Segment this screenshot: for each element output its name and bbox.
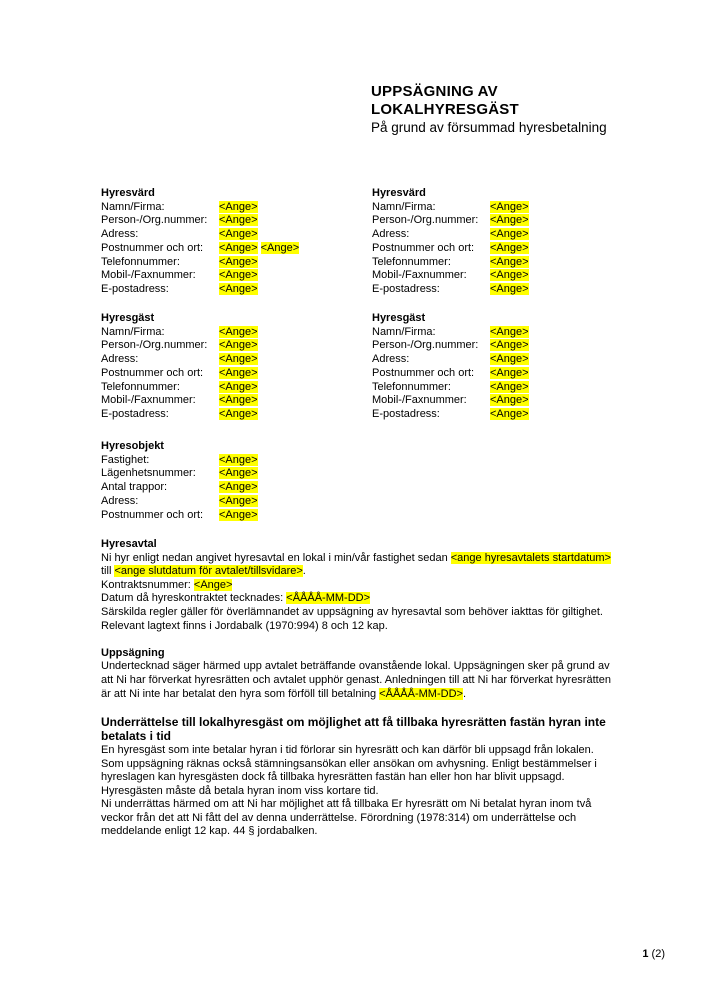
- section-heading-underrattelse: Underrättelse till lokalhyresgäst om möjlighet att få tillbaka hyresrätten fastän hyran inte betalats i tid: [101, 714, 606, 744]
- field-row: [101, 495, 372, 509]
- field-row: [101, 381, 372, 395]
- field-values: [219, 214, 258, 228]
- field-values: [219, 408, 258, 422]
- section-hyresavtal: [101, 538, 613, 633]
- field-values: [219, 283, 258, 297]
- section-heading-uppsagning: Uppsägning: [101, 646, 165, 659]
- field-row: [101, 509, 372, 523]
- block-heading: Hyresgäst: [101, 312, 155, 324]
- party-block-hyresgast-left: [101, 312, 372, 422]
- field-label: Adress:: [101, 353, 139, 366]
- field-row: [372, 326, 529, 340]
- placeholder-field: <Ange>: [219, 366, 258, 379]
- field-row: [101, 256, 372, 270]
- placeholder-field: <Ange>: [219, 325, 258, 338]
- field-row: [372, 201, 529, 215]
- placeholder-field: <ÅÅÅÅ-MM-DD>: [286, 592, 371, 605]
- field-label: Adress:: [101, 228, 139, 241]
- placeholder-field: <Ange>: [490, 228, 529, 241]
- field-label: Telefonnummer:: [372, 380, 451, 393]
- field-values: [219, 481, 258, 495]
- field-row: [101, 454, 372, 468]
- field-label: Adress:: [372, 353, 410, 366]
- field-label: Namn/Firma:: [101, 325, 165, 338]
- block-rows: [372, 326, 529, 422]
- underrattelse-paragraph-1: En hyresgäst som inte betalar hyran i tid förlorar sin hyresrätt och kan därför bli uppsagd från lokalen. Som uppsägning räknas också stämningsansökan eller ansökan om avhysning. Enligt bestämmelser i hyreslagen kan hyresgästen dock få tillbaka hyresrätten fastän han eller hon har blivit uppsagd. Hyresgästen måste då betala hyran inom viss kortare tid.: [101, 743, 597, 797]
- field-label: Postnummer och ort:: [101, 508, 204, 521]
- placeholder-field: <Ange>: [219, 494, 258, 507]
- placeholder-field: <Ange>: [490, 366, 529, 379]
- placeholder-field: <Ange>: [219, 339, 258, 352]
- page-number: [642, 948, 665, 961]
- field-label: Adress:: [101, 494, 139, 507]
- field-label: Postnummer och ort:: [372, 366, 475, 379]
- document-title-line2: LOKALHYRESGÄST: [371, 101, 519, 118]
- field-label: Postnummer och ort:: [372, 241, 475, 254]
- field-label: E-postadress:: [372, 407, 440, 420]
- field-values: [219, 367, 258, 381]
- field-label: Adress:: [372, 228, 410, 241]
- placeholder-field: <Ange>: [260, 241, 300, 254]
- field-label: Telefonnummer:: [372, 255, 451, 268]
- field-values: [219, 256, 258, 270]
- field-values: [219, 326, 258, 340]
- field-row: [372, 256, 529, 270]
- placeholder-field: <Ange>: [490, 407, 529, 420]
- field-row: [101, 367, 372, 381]
- text-segment: Kontraktsnummer:: [101, 578, 194, 591]
- placeholder-field: <Ange>: [219, 453, 258, 466]
- placeholder-field: <Ange>: [219, 200, 258, 213]
- field-values: [490, 339, 529, 353]
- field-label: Mobil-/Faxnummer:: [101, 394, 196, 407]
- field-row: [101, 228, 372, 242]
- field-values: [490, 394, 529, 408]
- text-segment: .: [302, 565, 306, 578]
- placeholder-field: <ange slutdatum för avtalet/tillsvidare>: [114, 565, 303, 578]
- field-values: [219, 381, 258, 395]
- placeholder-field: <Ange>: [219, 353, 258, 366]
- text-segment: .: [462, 687, 467, 700]
- placeholder-field: <Ange>: [219, 214, 258, 227]
- field-label: Namn/Firma:: [372, 325, 436, 338]
- field-label: Person-/Org.nummer:: [372, 214, 479, 227]
- field-values: [219, 509, 258, 523]
- placeholder-field: <Ange>: [219, 394, 258, 407]
- field-row: [372, 394, 529, 408]
- field-label: Person-/Org.nummer:: [372, 339, 479, 352]
- block-rows: [101, 454, 372, 523]
- uppsagning-paragraph: [101, 660, 613, 701]
- field-values: [490, 408, 529, 422]
- field-row: [101, 283, 372, 297]
- field-values: [219, 242, 299, 256]
- field-label: E-postadress:: [101, 407, 169, 420]
- field-values: [490, 367, 529, 381]
- field-values: [490, 326, 529, 340]
- placeholder-field: <Ange>: [490, 269, 529, 282]
- text-segment: Ni hyr enligt nedan angivet hyresavtal en lokal i min/vår fastighet sedan: [101, 551, 451, 564]
- field-row: [101, 408, 372, 422]
- field-label: Mobil-/Faxnummer:: [101, 269, 196, 282]
- placeholder-field: <Ange>: [219, 407, 258, 420]
- field-values: [490, 269, 529, 283]
- hyresavtal-terms-line: [101, 552, 613, 579]
- field-label: Telefonnummer:: [101, 380, 180, 393]
- field-values: [219, 394, 258, 408]
- field-row: [101, 214, 372, 228]
- field-label: Telefonnummer:: [101, 255, 180, 268]
- block-rows: [101, 201, 372, 297]
- block-heading: Hyresgäst: [372, 312, 426, 324]
- block-rows: [372, 201, 529, 297]
- placeholder-field: <Ange>: [219, 255, 258, 268]
- field-values: [490, 353, 529, 367]
- placeholder-field: <Ange>: [219, 282, 258, 295]
- block-heading: Hyresvärd: [372, 187, 426, 199]
- field-label: Mobil-/Faxnummer:: [372, 269, 467, 282]
- field-row: [101, 353, 372, 367]
- block-heading: Hyresobjekt: [101, 440, 164, 452]
- party-block-hyresvard-right: [372, 187, 529, 297]
- field-values: [219, 339, 258, 353]
- field-label: Mobil-/Faxnummer:: [372, 394, 467, 407]
- field-row: [372, 408, 529, 422]
- field-row: [372, 228, 529, 242]
- field-row: [101, 269, 372, 283]
- field-label: Namn/Firma:: [101, 200, 165, 213]
- text-segment: Datum då hyreskontraktet tecknades:: [101, 592, 287, 605]
- field-row: [372, 339, 529, 353]
- placeholder-field: <Ange>: [490, 394, 529, 407]
- field-row: [372, 381, 529, 395]
- field-label: Fastighet:: [101, 453, 150, 466]
- placeholder-field: <Ange>: [490, 214, 529, 227]
- field-values: [219, 353, 258, 367]
- field-values: [490, 283, 529, 297]
- placeholder-field: <Ange>: [193, 578, 233, 591]
- field-values: [219, 201, 258, 215]
- field-values: [219, 495, 258, 509]
- field-label: Namn/Firma:: [372, 200, 436, 213]
- document-body: [101, 538, 613, 839]
- placeholder-field: <Ange>: [490, 282, 529, 295]
- field-row: [101, 326, 372, 340]
- parties-row-hyresvard: [101, 187, 529, 297]
- section-heading-hyresavtal: Hyresavtal: [101, 538, 157, 550]
- page-number-total: (2): [651, 948, 665, 960]
- field-row: [101, 339, 372, 353]
- field-row: [372, 269, 529, 283]
- placeholder-field: <Ange>: [490, 241, 529, 254]
- field-values: [490, 201, 529, 215]
- field-label: Postnummer och ort:: [101, 241, 204, 254]
- placeholder-field: <Ange>: [490, 339, 529, 352]
- page-number-current: 1: [642, 948, 649, 960]
- field-values: [490, 228, 529, 242]
- party-block-hyresobjekt: [101, 440, 372, 522]
- field-row: [101, 481, 372, 495]
- field-values: [490, 214, 529, 228]
- section-underrattelse: [101, 715, 613, 839]
- placeholder-field: <Ange>: [490, 380, 529, 393]
- field-values: [219, 467, 258, 481]
- field-values: [490, 242, 529, 256]
- placeholder-field: <ange hyresavtalets startdatum>: [450, 551, 611, 564]
- field-label: Person-/Org.nummer:: [101, 339, 208, 352]
- field-label: Postnummer och ort:: [101, 366, 204, 379]
- placeholder-field: <Ange>: [219, 380, 258, 393]
- placeholder-field: <Ange>: [490, 200, 529, 213]
- field-label: Person-/Org.nummer:: [101, 214, 208, 227]
- underrattelse-paragraph-2: Ni underrättas härmed om att Ni har möjlighet att få tillbaka Er hyresrätt om Ni betalat hyran inom två veckor från det att Ni fått del av denna underrättelse. Förordning (1978:314) om underrättelse och meddelande enligt 12 kap. 44 § jordabalken.: [101, 798, 592, 838]
- field-values: [219, 269, 258, 283]
- placeholder-field: <Ange>: [490, 325, 529, 338]
- document-title-block: [371, 83, 607, 136]
- field-row: [372, 367, 529, 381]
- field-row: [101, 467, 372, 481]
- parties-row-hyresgast: [101, 312, 529, 422]
- hyresavtal-legal-note: Särskilda regler gäller för överlämnandet av uppsägning av hyresavtal som behöver iakttas för giltighet. Relevant lagtext finns i Jordabalk (1970:994) 8 och 12 kap.: [101, 605, 603, 632]
- placeholder-field: <Ange>: [490, 255, 529, 268]
- field-row: [372, 214, 529, 228]
- placeholder-field: <Ange>: [219, 467, 258, 480]
- block-rows: [101, 326, 372, 422]
- party-block-hyresgast-right: [372, 312, 529, 422]
- placeholder-field: <Ange>: [219, 241, 258, 254]
- placeholder-field: <ÅÅÅÅ-MM-DD>: [379, 687, 463, 700]
- field-row: [101, 201, 372, 215]
- placeholder-field: <Ange>: [490, 353, 529, 366]
- block-heading: Hyresvärd: [101, 187, 155, 199]
- section-uppsagning: [101, 647, 613, 701]
- field-label: Antal trappor:: [101, 481, 168, 494]
- text-segment: till: [101, 565, 115, 578]
- text-segment: Undertecknad säger härmed upp avtalet beträffande ovanstående lokal. Uppsägningen sker på grund av att Ni har förverkat hyresrätten och avtalet upphör genast. Anledningen till att Ni har förverkat hyresrätten är att Ni inte har betalat den hyra som förföll till betalning: [101, 660, 611, 700]
- placeholder-field: <Ange>: [219, 228, 258, 241]
- field-row: [101, 394, 372, 408]
- field-values: [490, 256, 529, 270]
- field-row: [101, 242, 372, 256]
- hyresavtal-signing-date-line: [101, 592, 613, 606]
- field-label: Lägenhetsnummer:: [101, 467, 196, 480]
- document-subtitle: På grund av försummad hyresbetalning: [371, 120, 607, 135]
- field-row: [372, 353, 529, 367]
- hyresavtal-contract-number-line: [101, 579, 613, 593]
- hyresobjekt-block-holder: [101, 440, 372, 522]
- field-values: [490, 381, 529, 395]
- placeholder-field: <Ange>: [219, 481, 258, 494]
- placeholder-field: <Ange>: [219, 508, 258, 521]
- field-values: [219, 228, 258, 242]
- field-label: E-postadress:: [101, 282, 169, 295]
- field-row: [372, 242, 529, 256]
- field-row: [372, 283, 529, 297]
- field-values: [219, 454, 258, 468]
- field-label: E-postadress:: [372, 282, 440, 295]
- party-block-hyresvard-left: [101, 187, 372, 297]
- placeholder-field: <Ange>: [219, 269, 258, 282]
- document-title-line1: UPPSÄGNING AV: [371, 83, 498, 100]
